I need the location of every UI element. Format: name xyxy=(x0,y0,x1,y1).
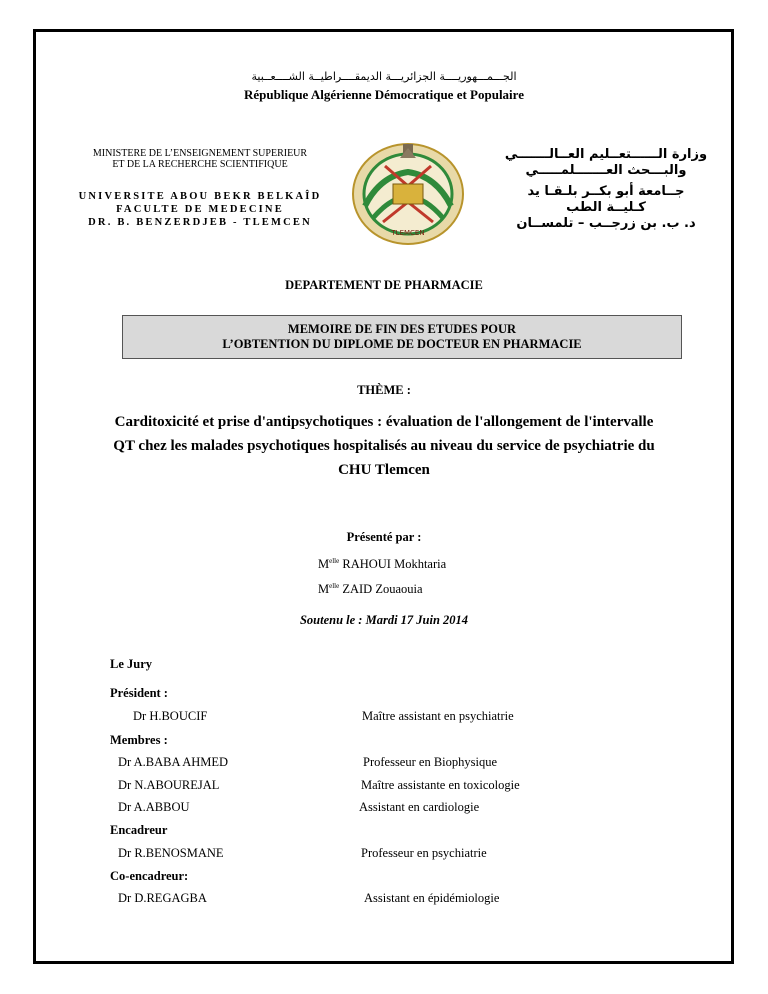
jury-name: Dr A.ABBOU xyxy=(118,800,190,814)
president-label: Président : xyxy=(110,686,168,700)
jury-title: Le Jury xyxy=(110,657,153,671)
theme-line: Carditoxicité et prise d'antipsychotiques : évaluation de l'allongement de l'intervalle xyxy=(114,414,654,430)
jury-name: Dr N.ABOUREJAL xyxy=(118,778,220,792)
jury-role: Maître assistante en toxicologie xyxy=(361,778,520,792)
theme-line: QT chez les malades psychotiques hospitalisés au niveau du service de psychiatrie du xyxy=(113,438,655,454)
university-emblem xyxy=(345,136,471,248)
ministry-block xyxy=(55,148,345,170)
arabic-ministry-block xyxy=(490,147,722,232)
jury-name: Dr H.BOUCIF xyxy=(133,709,208,723)
arabic-line: والبـــحث العـــــــلمـــــي xyxy=(525,163,687,178)
jury-name: Dr R.BENOSMANE xyxy=(118,846,224,860)
theme-line: CHU Tlemcen xyxy=(338,462,430,478)
jury-role: Professeur en Biophysique xyxy=(363,755,498,769)
jury-role: Maître assistant en psychiatrie xyxy=(362,709,514,723)
faculty-name: FACULTE DE MEDECINE xyxy=(116,204,284,215)
jury-role: Assistant en cardiologie xyxy=(359,800,480,814)
jury-role: Assistant en épidémiologie xyxy=(364,891,500,905)
ministry-line: MINISTERE DE L’ENSEIGNEMENT SUPERIEUR xyxy=(92,148,308,159)
memoire-line: MEMOIRE DE FIN DES ETUDES POUR xyxy=(287,322,517,336)
ministry-line: ET DE LA RECHERCHE SCIENTIFIQUE xyxy=(112,159,288,170)
memoire-banner xyxy=(122,315,682,359)
arabic-line: د. ب. بن زرجــب – تلمســان xyxy=(516,216,696,231)
jury-name: Dr A.BABA AHMED xyxy=(118,755,229,769)
arabic-line: كـليــة الطب xyxy=(566,200,646,215)
university-city: DR. B. BENZERDJEB - TLEMCEN xyxy=(88,217,312,228)
french-republic-title: République Algérienne Démocratique et Populaire xyxy=(244,87,524,102)
arabic-line: جــامعة أبو بكــر بلـقـا يد xyxy=(527,184,685,199)
encadreur-label: Encadreur xyxy=(110,823,168,837)
presented-label: Présenté par : xyxy=(346,530,422,544)
university-name: UNIVERSITE ABOU BEKR BELKAÎD xyxy=(78,191,322,202)
university-block xyxy=(55,190,345,229)
department-title: DEPARTEMENT DE PHARMACIE xyxy=(285,278,483,292)
author-line: $M^{elle}$ RAHOUI Mokhtaria xyxy=(318,557,447,572)
theme-title xyxy=(80,410,688,482)
jury-role: Professeur en psychiatrie xyxy=(361,846,487,860)
defense-date: Soutenu le : Mardi 17 Juin 2014 xyxy=(299,613,469,627)
arabic-line: وزارة الــــــتعــليم العــالـــــــي xyxy=(504,147,708,162)
theme-label: THÈME : xyxy=(357,383,411,397)
authors-list xyxy=(318,550,446,600)
arabic-republic-title: الجـــمـــهوريــــة الجزائريـــة الديمقــــراطيــة الشــــعــبية xyxy=(251,70,517,83)
author-line: $M^{elle}$ ZAID Zouaouia xyxy=(318,582,423,597)
members-label: Membres : xyxy=(110,733,168,747)
memoire-line: L’OBTENTION DU DIPLOME DE DOCTEUR EN PHARMACIE xyxy=(222,337,582,351)
jury-name: Dr D.REGAGBA xyxy=(118,891,207,905)
emblem-text: TLEMCEN xyxy=(391,229,425,237)
coencadreur-label: Co-encadreur: xyxy=(110,869,189,883)
